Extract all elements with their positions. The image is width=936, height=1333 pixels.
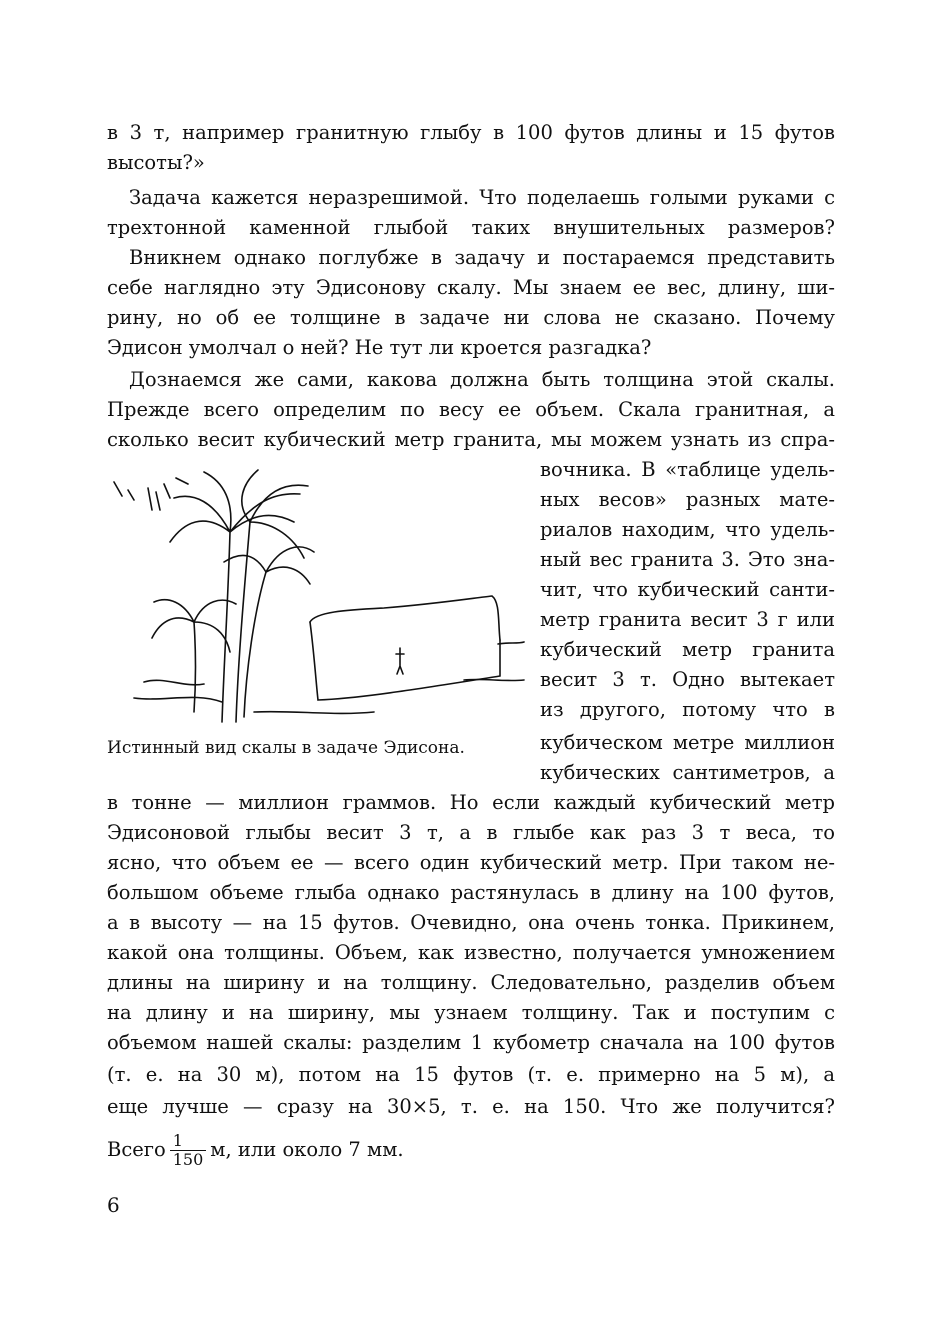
text-line: ных весов» разных мате-: [540, 488, 835, 511]
text-line: чит, что кубический санти-: [540, 578, 835, 601]
text-line: а в высоту — на 15 футов. Очевидно, она очень тонка. Прикинем,: [107, 911, 835, 934]
text-line: высоты?»: [107, 151, 205, 174]
text-line: (т. е. на 30 м), потом на 15 футов (т. е. примерно на 5 м), а: [107, 1063, 835, 1086]
fraction: [170, 1132, 207, 1169]
text-line: сколько весит кубический метр гранита, мы можем узнать из спра-: [107, 428, 835, 451]
text-line: ный вес гранита 3. Это зна-: [540, 548, 835, 571]
text-line: кубических сантиметров, а: [540, 761, 835, 784]
text-line: из другого, потому что в: [540, 698, 835, 721]
text-line: кубическом метре миллион: [540, 731, 835, 754]
final-suffix: м, или около 7 мм.: [210, 1138, 404, 1161]
text-line: длины на ширину и на толщину. Следовательно, разделив объем: [107, 971, 835, 994]
text-line: Эдисоновой глыбы весит 3 т, а в глыбе как раз 3 т веса, то: [107, 821, 835, 844]
text-line: в 3 т, например гранитную глыбу в 100 футов длины и 15 футов: [107, 121, 835, 144]
text-line: рину, но об ее толщине в задаче ни слова не сказано. Почему: [107, 306, 835, 329]
text-line: на длину и на ширину, мы узнаем толщину. Так и поступим с: [107, 1001, 835, 1024]
final-prefix: Всего: [107, 1138, 166, 1161]
palm-rock-illustration: [104, 462, 528, 730]
text-line: весит 3 т. Одно вытекает: [540, 668, 835, 691]
text-line: Прежде всего определим по весу ее объем. Скала гранитная, а: [107, 398, 835, 421]
text-line: себе наглядно эту Эдисонову скалу. Мы знаем ее вес, длину, ши-: [107, 276, 835, 299]
text-line: трехтонной каменной глыбой таких внушительных размеров?: [107, 216, 835, 239]
text-line: кубический метр гранита: [540, 638, 835, 661]
text-line: Задача кажется неразрешимой. Что поделаешь голыми руками с: [129, 186, 835, 209]
final-line: [107, 1130, 835, 1170]
text-line: объемом нашей скалы: разделим 1 кубометр сначала на 100 футов: [107, 1031, 835, 1054]
text-line: риалов находим, что удель-: [540, 518, 835, 541]
fraction-denominator: 150: [172, 1150, 204, 1169]
text-line: большом объеме глыба однако растянулась в длину на 100 футов,: [107, 881, 835, 904]
fraction-numerator: 1: [170, 1132, 207, 1151]
text-line: Эдисон умолчал о ней? Не тут ли кроется разгадка?: [107, 336, 652, 359]
text-line: Дознаемся же сами, какова должна быть толщина этой скалы.: [129, 368, 835, 391]
text-line: метр гранита весит 3 г или: [540, 608, 835, 631]
text-line: какой она толщины. Объем, как известно, получается умножением: [107, 941, 835, 964]
text-line: в тонне — миллион граммов. Но если каждый кубический метр: [107, 791, 835, 814]
text-line: ясно, что объем ее — всего один кубический метр. При таком не-: [107, 851, 835, 874]
text-line: вочника. В «таблице удель-: [540, 458, 835, 481]
text-line: еще лучше — сразу на 30×5, т. е. на 150. Что же получится?: [107, 1095, 835, 1118]
text-line: Вникнем однако поглубже в задачу и постараемся представить: [129, 246, 835, 269]
page-number: 6: [107, 1193, 120, 1217]
figure-caption: Истинный вид скалы в задаче Эдисона.: [107, 738, 465, 758]
